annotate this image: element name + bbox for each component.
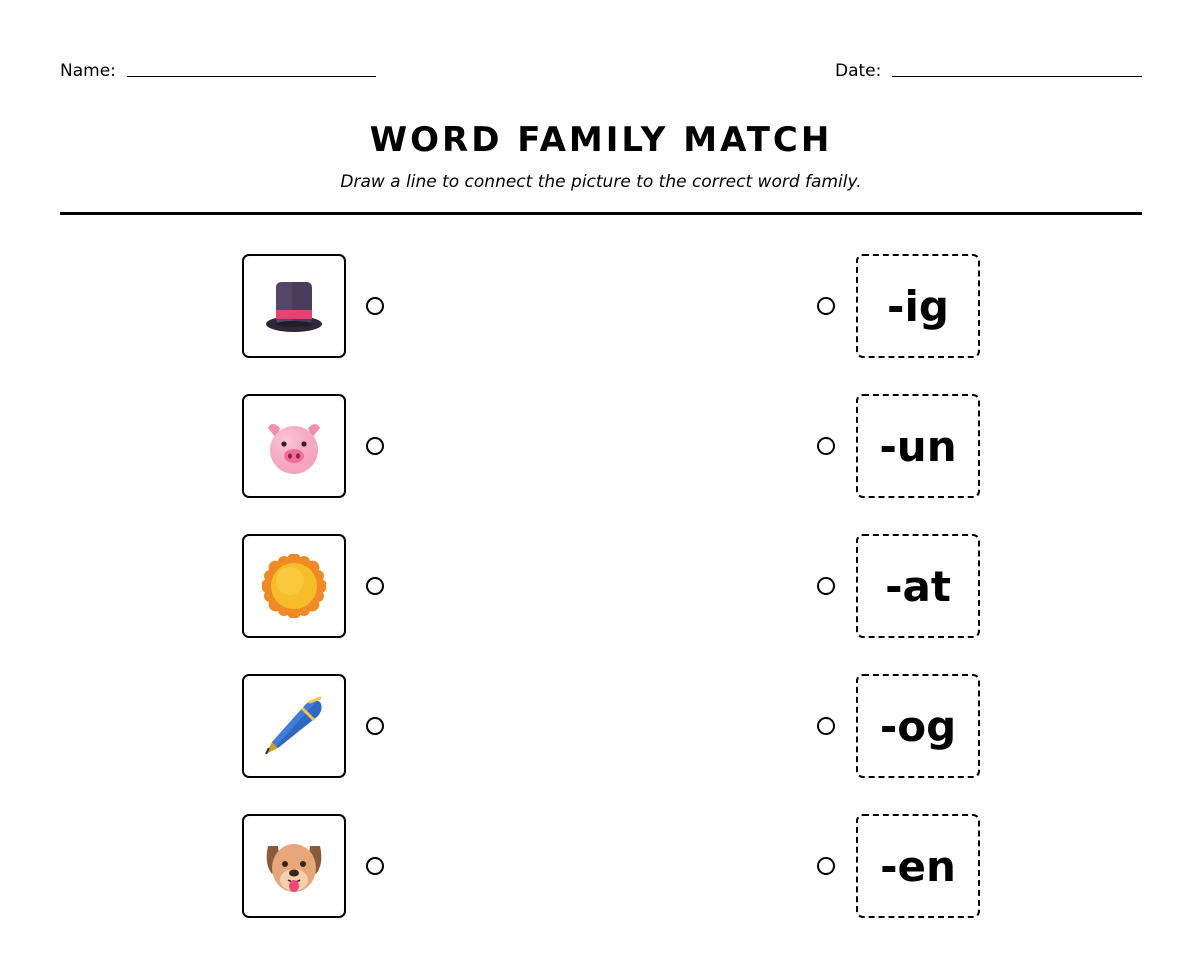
picture-card: [242, 394, 346, 498]
dog-face-icon: [262, 834, 326, 898]
top-hat-icon: [262, 274, 326, 338]
word-dot[interactable]: [817, 577, 835, 595]
picture-card: [242, 254, 346, 358]
sun-icon: [262, 554, 326, 618]
header-divider: [60, 212, 1142, 215]
word-dot[interactable]: [817, 857, 835, 875]
picture-dot[interactable]: [366, 577, 384, 595]
picture-dot[interactable]: [366, 297, 384, 315]
pen-icon: [262, 694, 326, 758]
date-field-line[interactable]: [892, 76, 1142, 77]
word-family-card: -en: [856, 814, 980, 918]
picture-dot[interactable]: [366, 717, 384, 735]
picture-dot[interactable]: [366, 437, 384, 455]
page-title: WORD FAMILY MATCH: [369, 120, 833, 160]
word-dot[interactable]: [817, 437, 835, 455]
name-label: Name:: [60, 61, 116, 81]
word-dot[interactable]: [817, 717, 835, 735]
name-field-line[interactable]: [127, 76, 376, 77]
word-family-card: -un: [856, 394, 980, 498]
instructions: Draw a line to connect the picture to the correct word family.: [340, 172, 862, 192]
word-family-card: -at: [856, 534, 980, 638]
picture-card: [242, 534, 346, 638]
picture-card: [242, 814, 346, 918]
picture-dot[interactable]: [366, 857, 384, 875]
date-label: Date:: [835, 61, 882, 81]
word-family-card: -og: [856, 674, 980, 778]
word-family-card: -ig: [856, 254, 980, 358]
word-dot[interactable]: [817, 297, 835, 315]
picture-card: [242, 674, 346, 778]
pig-face-icon: [262, 414, 326, 478]
